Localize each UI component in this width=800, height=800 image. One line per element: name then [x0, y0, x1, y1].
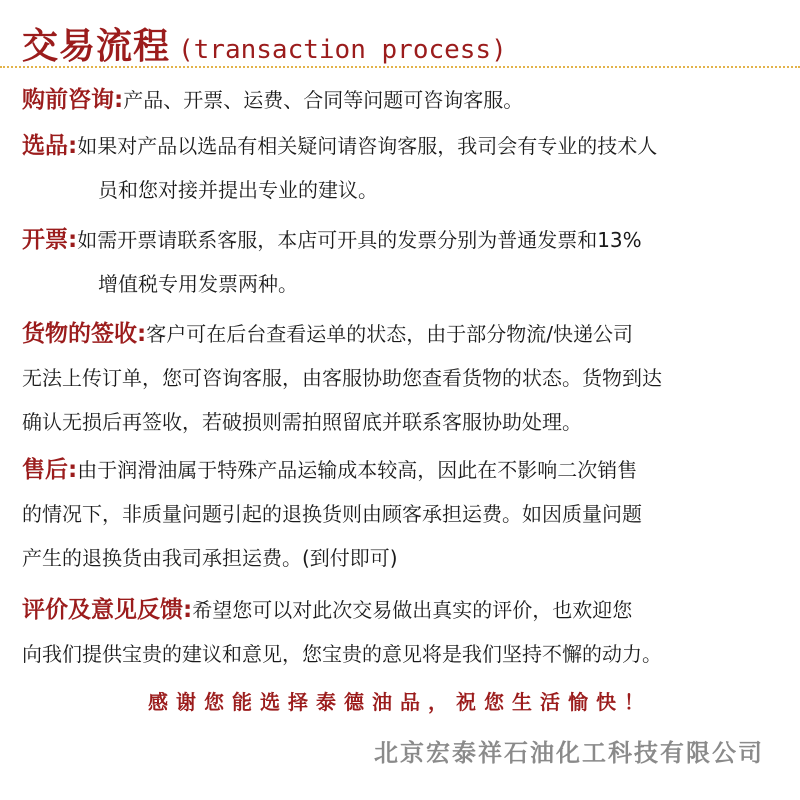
section-heading: 售后: [22, 457, 78, 483]
section-after-sales [22, 448, 778, 580]
section-heading: 货物的签收: [22, 321, 147, 347]
title-main: 交易流程 [22, 26, 171, 67]
section-invoice [22, 218, 778, 306]
section-text: 确认无损后再签收，若破损则需拍照留底并联系客服协助处理。 [22, 410, 582, 434]
section-text: 由于润滑油属于特殊产品运输成本较高，因此在不影响二次销售 [77, 458, 638, 482]
section-pre-purchase [22, 78, 778, 122]
section-heading: 选品: [22, 133, 78, 159]
page-title [22, 18, 507, 70]
section-text: 的情况下，非质量问题引起的退换货则由顾客承担运费。如因质量问题 [22, 502, 642, 526]
header-divider [0, 66, 800, 68]
section-text: 如需开票请联系客服，本店可开具的发票分别为普通发票和13% [77, 228, 642, 252]
company-name: 北京宏泰祥石油化工科技有限公司 [374, 739, 764, 767]
thanks-message: 感谢您能选择泰德油品，祝您生活愉快！ [148, 690, 652, 714]
section-heading: 购前咨询: [22, 87, 124, 113]
section-product-selection [22, 124, 778, 212]
section-goods-receipt [22, 312, 778, 444]
section-text: 向我们提供宝贵的建议和意见，您宝贵的意见将是我们坚持不懈的动力。 [22, 642, 662, 666]
section-heading: 评价及意见反馈: [22, 597, 193, 623]
section-heading: 开票: [22, 227, 78, 253]
section-text: 客户可在后台查看运单的状态，由于部分物流/快递公司 [146, 322, 633, 346]
section-text: 希望您可以对此次交易做出真实的评价，也欢迎您 [192, 598, 633, 622]
section-feedback [22, 588, 778, 676]
section-text: 产生的退换货由我司承担运费。(到付即可) [22, 546, 398, 570]
section-text: 增值税专用发票两种。 [98, 272, 298, 296]
title-subtitle: (transaction process) [178, 35, 507, 65]
section-text: 产品、开票、运费、合同等问题可咨询客服。 [123, 88, 524, 112]
section-text: 员和您对接并提出专业的建议。 [98, 178, 378, 202]
section-text: 如果对产品以选品有相关疑问请咨询客服，我司会有专业的技术人 [77, 134, 658, 158]
section-text: 无法上传订单，您可咨询客服，由客服协助您查看货物的状态。货物到达 [22, 366, 662, 390]
